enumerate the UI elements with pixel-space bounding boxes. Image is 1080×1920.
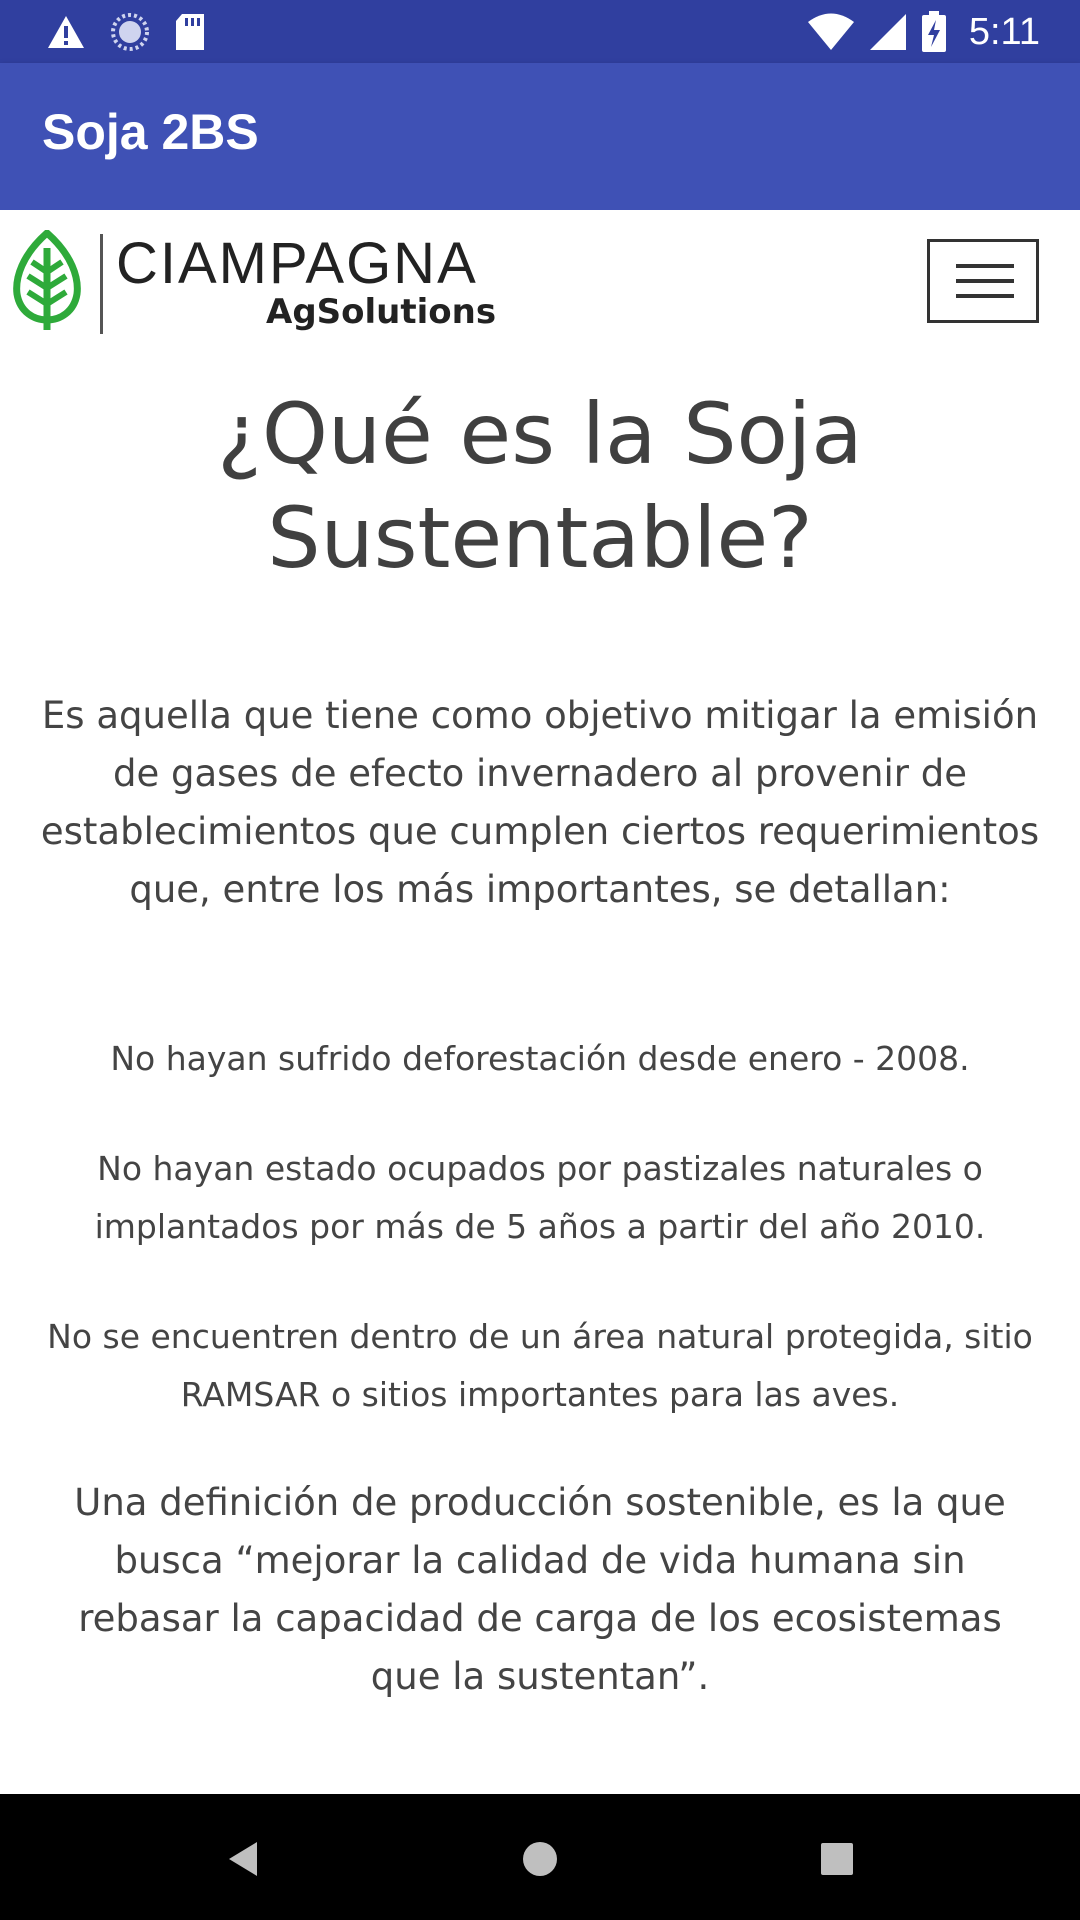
app-title: Soja 2BS	[42, 104, 259, 160]
sd-card-icon	[174, 13, 206, 51]
warning-icon	[46, 14, 86, 50]
logo-name: CIAMPAGNA	[116, 231, 478, 296]
requirement-item: No se encuentren dentro de un área natural protegida, sitio RAMSAR o sitios importantes para las aves.	[47, 1317, 1033, 1414]
app-bar	[0, 63, 1080, 210]
intro-paragraph: Es aquella que tiene como objetivo mitigar la emisión de gases de efecto invernadero al provenir de establecimientos que cumplen ciertos requerimientos que, entre los más importantes, se detallan:	[40, 694, 1040, 911]
navigation-bar	[0, 1794, 1080, 1920]
menu-toggle-button[interactable]	[927, 239, 1039, 323]
recents-icon[interactable]	[802, 1824, 872, 1894]
signal-icon	[869, 13, 907, 51]
wifi-icon	[807, 13, 855, 51]
leaf-icon	[12, 230, 82, 332]
home-icon[interactable]	[505, 1824, 575, 1894]
logo-divider	[100, 234, 103, 334]
logo-subtitle: AgSolutions	[266, 292, 497, 332]
hamburger-menu-icon	[956, 264, 1014, 268]
requirement-item: No hayan sufrido deforestación desde enero - 2008.	[110, 1039, 970, 1078]
requirement-item: No hayan estado ocupados por pastizales naturales o implantados por más de 5 años a partir del año 2010.	[94, 1149, 986, 1246]
clock: 5:11	[968, 10, 1040, 53]
definition-paragraph: Una definición de producción sostenible, es la que busca “mejorar la calidad de vida humana sin rebasar la capacidad de carga de los ecosistemas que la sustentan”.	[74, 1481, 1006, 1698]
back-icon[interactable]	[207, 1824, 277, 1894]
status-bar	[0, 0, 1080, 63]
ciampagna-logo[interactable]	[12, 222, 512, 332]
webview[interactable]	[0, 210, 1080, 1794]
page-title: ¿Qué es la Soja Sustentable?	[217, 385, 863, 587]
sync-icon	[110, 12, 150, 52]
status-notifications	[46, 10, 206, 54]
battery-charging-icon	[921, 11, 947, 53]
status-system	[807, 8, 1040, 56]
